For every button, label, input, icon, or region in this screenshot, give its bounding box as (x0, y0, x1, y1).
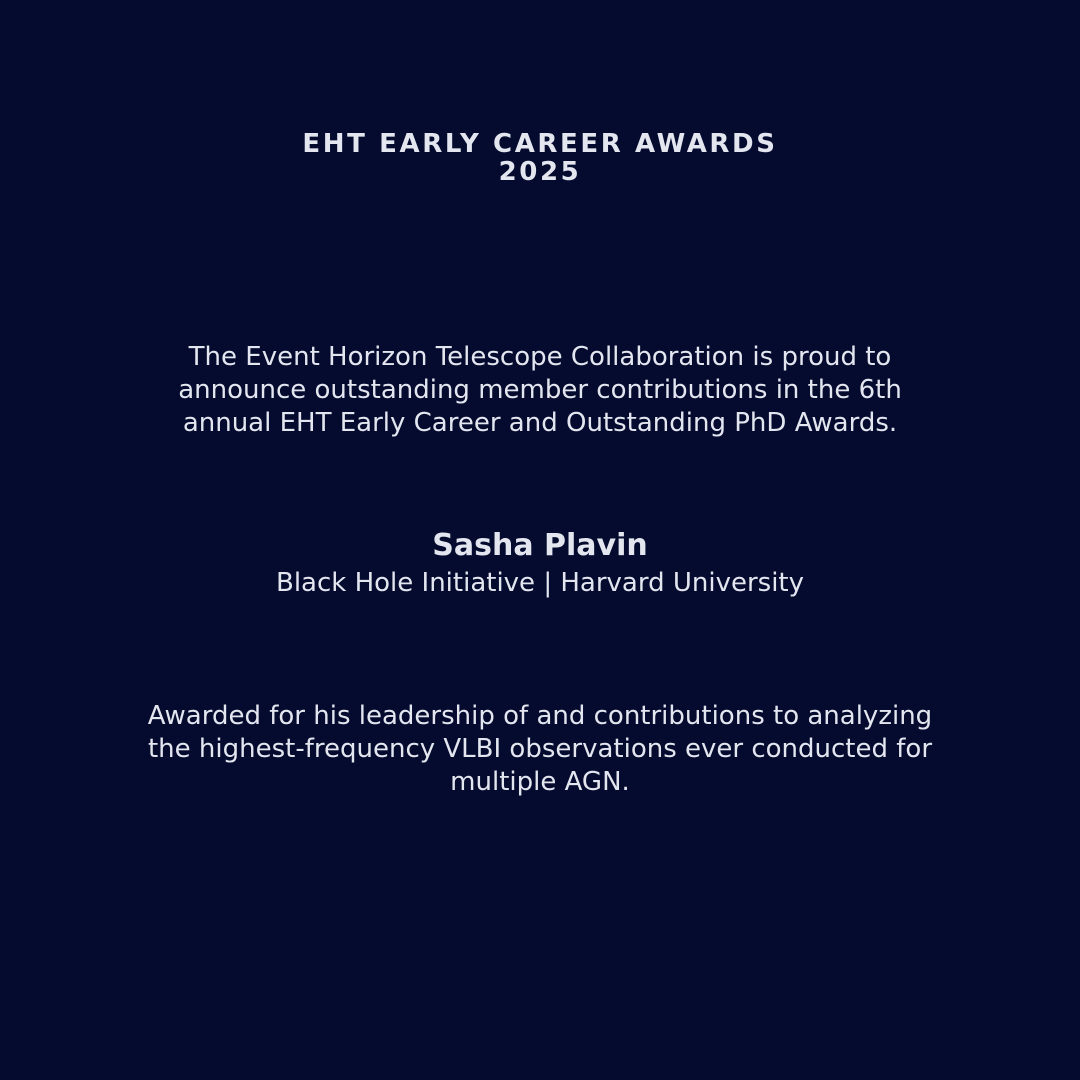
awardee-name: Sasha Plavin (432, 528, 648, 563)
award-citation (100, 700, 980, 799)
intro-line: The Event Horizon Telescope Collaboration is proud to (188, 342, 892, 372)
intro-paragraph (120, 341, 960, 440)
award-title: EHT EARLY CAREER AWARDS (302, 129, 778, 159)
citation-line: multiple AGN. (450, 767, 630, 797)
intro-line: announce outstanding member contributions in the 6th (178, 375, 902, 405)
intro-line: annual EHT Early Career and Outstanding PhD Awards. (182, 408, 898, 438)
citation-line: Awarded for his leadership of and contributions to analyzing (147, 701, 933, 731)
award-year: 2025 (498, 157, 582, 187)
citation-line: the highest-frequency VLBI observations ever conducted for (147, 734, 933, 764)
awardee-affiliation: Black Hole Initiative | Harvard University (275, 568, 804, 598)
